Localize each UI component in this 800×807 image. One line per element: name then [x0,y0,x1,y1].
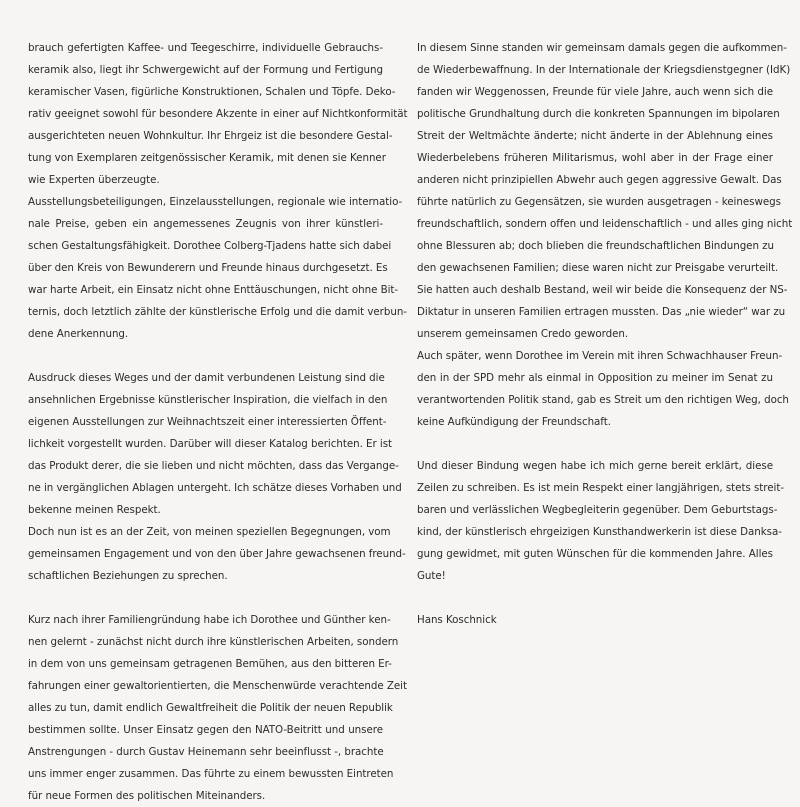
text-line: über den Kreis von Bewunderern und Freunde hinaus durchgesetzt. Es [28,262,388,274]
text-line: Auch später, wenn Dorothee im Verein mit ihren Schwachhauser Freun- [417,350,783,362]
text-line: Streit der Weltmächte änderte; nicht änderte in der Ablehnung eines [417,130,773,142]
text-line: uns immer enger zusammen. Das führte zu einem bewussten Eintreten [28,768,394,780]
text-line: de Wiederbewaffnung. In der Internationale der Kriegsdienstgegner (IdK) [417,64,791,76]
text-line: führte natürlich zu Gegensätzen, sie wurden ausgetragen - keineswegs [417,196,781,208]
text-line: ne in vergänglichen Ablagen untergeht. Ich schätze dieses Vorhaben und [28,482,402,494]
text-line: dene Anerkennung. [28,328,129,340]
text-line: Zeilen zu schreiben. Es ist mein Respekt einer langjährigen, stets streit- [417,482,784,494]
paragraph [417,37,793,279]
paragraph [28,37,408,191]
text-line: schaftlichen Beziehungen zu sprechen. [28,570,228,582]
author-signature: Hans Koschnick [417,614,497,626]
paragraph [417,455,784,587]
paragraph-gap [417,433,773,455]
text-line: keramischer Vasen, figürliche Konstruktionen, Schalen und Töpfe. Deko- [28,86,396,98]
text-line: das Produkt derer, die sie lieben und nicht möchten, dass das Vergange- [28,460,399,472]
text-line: nale Preise, geben ein angemessenes Zeugnis von ihrer künstleri- [28,218,383,230]
text-line: unserem gemeinsamen Credo geworden. [417,328,629,340]
paragraph-gap [28,345,383,367]
text-line: Und dieser Bindung wegen habe ich mich gerne bereit erklärt, diese [417,460,773,472]
text-line: Ausdruck dieses Weges und der damit verbundenen Leistung sind die [28,372,385,384]
text-line: den gewachsenen Familien; diese waren nicht zur Preisgabe verurteilt. [417,262,779,274]
text-line: Anstrengungen - durch Gustav Heinemann sehr beeinflusst -, brachte [28,746,384,758]
text-line: ternis, doch letztlich zählte der künstlerische Erfolg und die damit verbun- [28,306,407,318]
paragraph [28,367,402,521]
text-line: keine Aufkündigung der Freundschaft. [417,416,611,428]
text-line: Kurz nach ihrer Familiengründung habe ich Dorothee und Günther ken- [28,614,391,626]
text-line: In diesem Sinne standen wir gemeinsam damals gegen die aufkommen- [417,42,787,54]
text-line: für neue Formen des politischen Miteinanders. [28,790,266,802]
paragraph-gap [417,587,773,609]
text-line: bekenne meinen Respekt. [28,504,161,516]
text-line: Doch nun ist es an der Zeit, von meinen speziellen Begegnungen, vom [28,526,391,538]
paragraph-gap [28,587,383,609]
text-line: wie Experten überzeugte. [28,174,160,186]
text-line: verantwortenden Politik stand, gab es Streit um den richtigen Weg, doch [417,394,789,406]
text-line: gung gewidmet, mit guten Wünschen für die kommenden Jahre. Alles [417,548,773,560]
text-line: Ausstellungsbeteiligungen, Einzelausstellungen, regionale wie internatio- [28,196,403,208]
paragraph [28,191,407,345]
text-line: gemeinsamen Engagement und von den über Jahre gewachsenen freund- [28,548,406,560]
text-line: Gute! [417,570,446,582]
text-line: eigenen Ausstellungen zur Weihnachtszeit einer interessierten Öffent- [28,416,387,428]
text-line: politische Grundhaltung durch die konkreten Spannungen im bipolaren [417,108,780,120]
text-line: brauch gefertigten Kaffee- und Teegeschirre, individuelle Gebrauchs- [28,42,383,54]
text-line: fahrungen einer gewaltorientierten, die Menschenwürde verachtende Zeit [28,680,407,692]
paragraph [417,279,788,345]
text-line: ausgerichteten neuen Wohnkultur. Ihr Ehrgeiz ist die besondere Gestal- [28,130,393,142]
text-line: keramik also, liegt ihr Schwergewicht auf der Formung und Fertigung [28,64,383,76]
text-line: schen Gestaltungsfähigkeit. Dorothee Colberg-Tjadens hatte sich dabei [28,240,392,252]
text-line: Wiederbelebens früheren Militarismus, wohl aber in der Frage einer [417,152,773,164]
text-line: tung von Exemplaren zeitgenössischer Keramik, mit denen sie Kenner [28,152,386,164]
text-line: Sie hatten auch deshalb Bestand, weil wir beide die Konsequenz der NS- [417,284,788,296]
text-line: ohne Blessuren ab; doch blieben die freundschaftlichen Bindungen zu [417,240,775,252]
right-column [417,37,793,631]
text-line: alles zu tun, damit endlich Gewaltfreiheit die Politik der neuen Republik [28,702,393,714]
paragraph [417,345,789,433]
text-line: nen gelernt - zunächst nicht durch ihre künstlerischen Arbeiten, sondern [28,636,399,648]
text-line: den in der SPD mehr als einmal in Opposition zu meiner im Senat zu [417,372,773,384]
text-line: Diktatur in unseren Familien ertragen mussten. Das „nie wieder“ war zu [417,306,786,318]
text-line: bestimmen sollte. Unser Einsatz gegen den NATO-Beitritt und unsere [28,724,383,736]
left-column [28,37,408,807]
text-line: rativ geeignet sowohl für besondere Akzente in einer auf Nichtkonformität [28,108,408,120]
text-line: in dem von uns gemeinsam getragenen Bemühen, aus den bitteren Er- [28,658,392,670]
text-line: anderen nicht prinzipiellen Abwehr auch gegen aggressive Gewalt. Das [417,174,782,186]
text-line: kind, der künstlerisch ehrgeizigen Kunsthandwerkerin ist diese Danksa- [417,526,782,538]
text-line: lichkeit vorgestellt wurden. Darüber will dieser Katalog berichten. Er ist [28,438,393,450]
paragraph [28,609,407,807]
paragraph [28,521,406,587]
text-line: baren und verlässlichen Wegbegleiterin gegenüber. Dem Geburtstags- [417,504,778,516]
text-line: ansehnlichen Ergebnisse künstlerischer Inspiration, die vielfach in den [28,394,388,406]
text-line: freundschaftlich, sondern offen und leidenschaftlich - und alles ging nicht [417,218,793,230]
text-line: war harte Arbeit, ein Einsatz nicht ohne Enttäuschungen, nicht ohne Bit- [28,284,399,296]
text-line: fanden wir Weggenossen, Freunde für viele Jahre, auch wenn sich die [417,86,773,98]
